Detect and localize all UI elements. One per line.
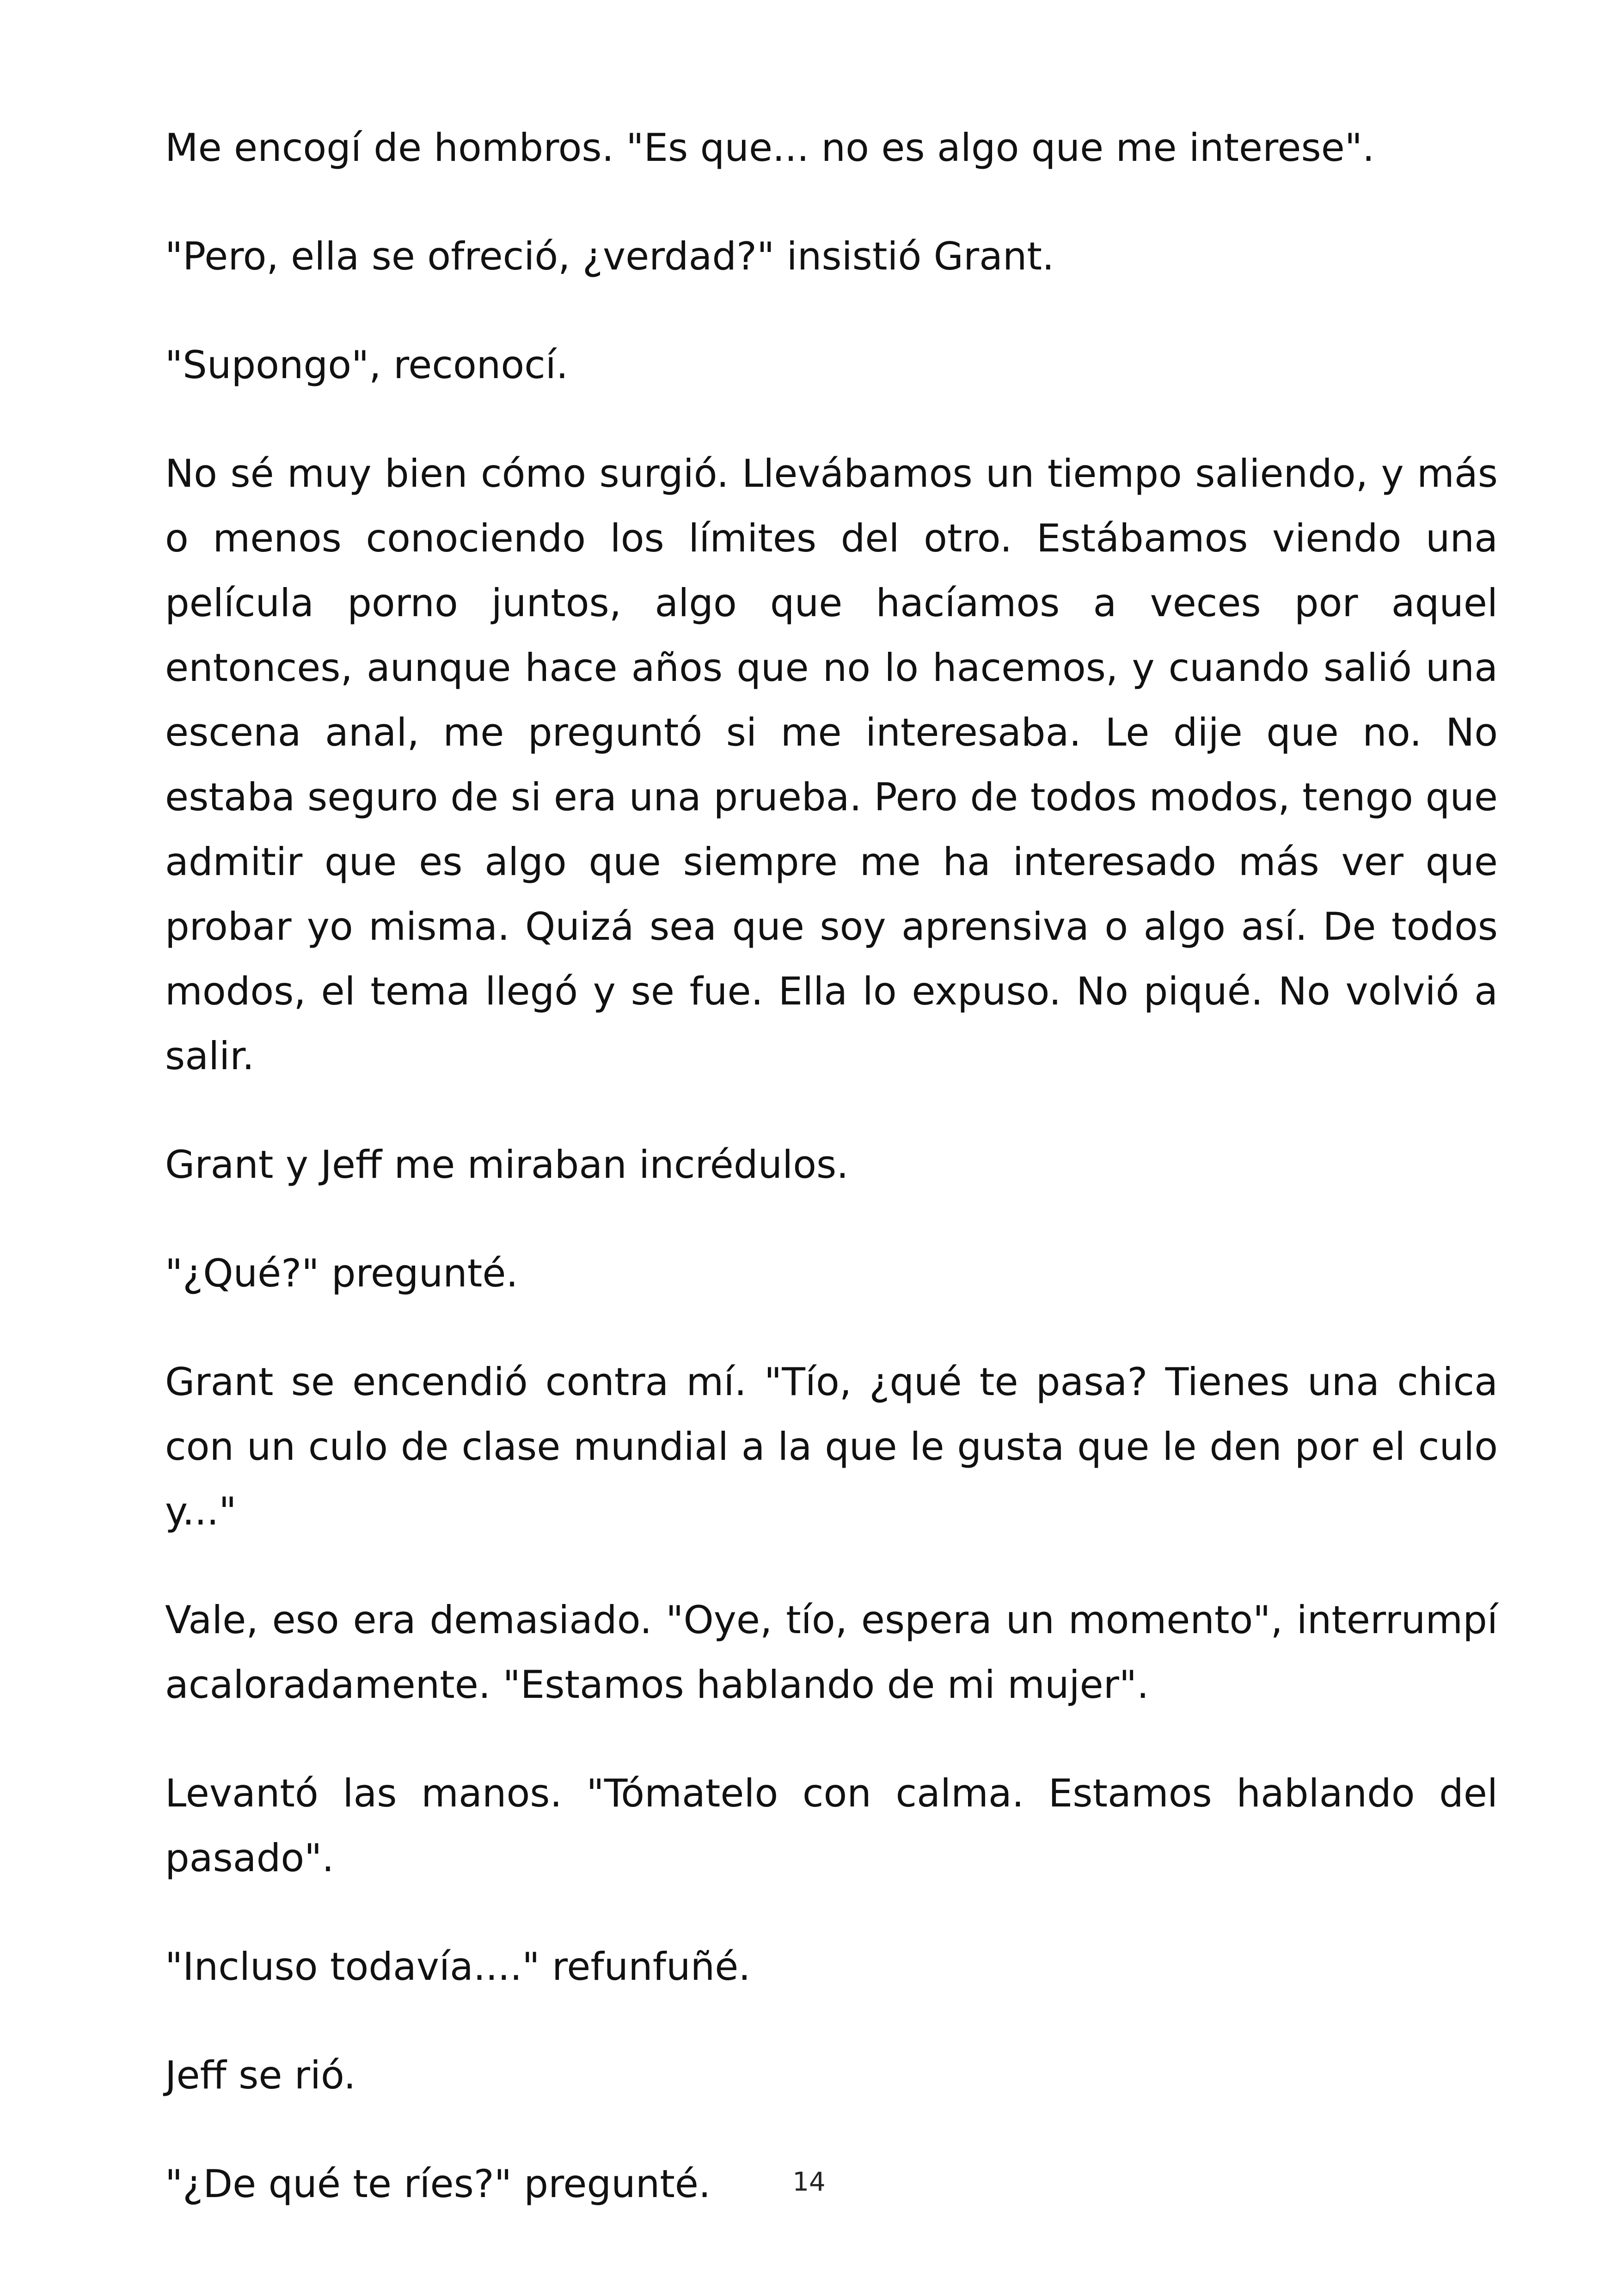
paragraph: "Pero, ella se ofreció, ¿verdad?" insistió Grant. [165,234,1054,279]
paragraph: No sé muy bien cómo surgió. Llevábamos un tiempo saliendo, y más o menos conociendo los límites del otro. Estábamos viendo una película porno juntos, algo que hacíamos a veces por aquel entonces, aunque hace años que no lo hacemos, y cuando salió una escena anal, me preguntó si me interesaba. Le dije que no. No estaba seguro de si era una prueba. Pero de todos modos, tengo que admitir que es algo que siempre me ha interesado más ver que probar yo misma. Quizá sea que soy aprensiva o algo así. De todos modos, el tema llegó y se fue. Ella lo expuso. No piqué. No volvió a salir. [165,451,1498,1078]
paragraph: "Incluso todavía...." refunfuñé. [165,1944,751,1989]
paragraph: Grant y Jeff me miraban incrédulos. [165,1142,849,1187]
paragraph: "¿Qué?" pregunté. [165,1251,518,1296]
paragraph: "¿De qué te ríes?" pregunté. [165,2161,711,2206]
paragraph: Jeff se rió. [165,2053,356,2098]
paragraph: Vale, eso era demasiado. "Oye, tío, espera un momento", interrumpí acaloradamente. "Estamos hablando de mi mujer". [165,1598,1498,1707]
paragraph: "Supongo", reconocí. [165,343,569,387]
paragraph: Grant se encendió contra mí. "Tío, ¿qué te pasa? Tienes una chica con un culo de clase mundial a la que le gusta que le den por el culo y..." [165,1359,1498,1534]
paragraph: Me encogí de hombros. "Es que... no es algo que me interese". [165,125,1375,170]
page-number: 14 [792,2167,826,2197]
paragraph: Levantó las manos. "Tómatelo con calma. Estamos hablando del pasado". [165,1771,1498,1880]
